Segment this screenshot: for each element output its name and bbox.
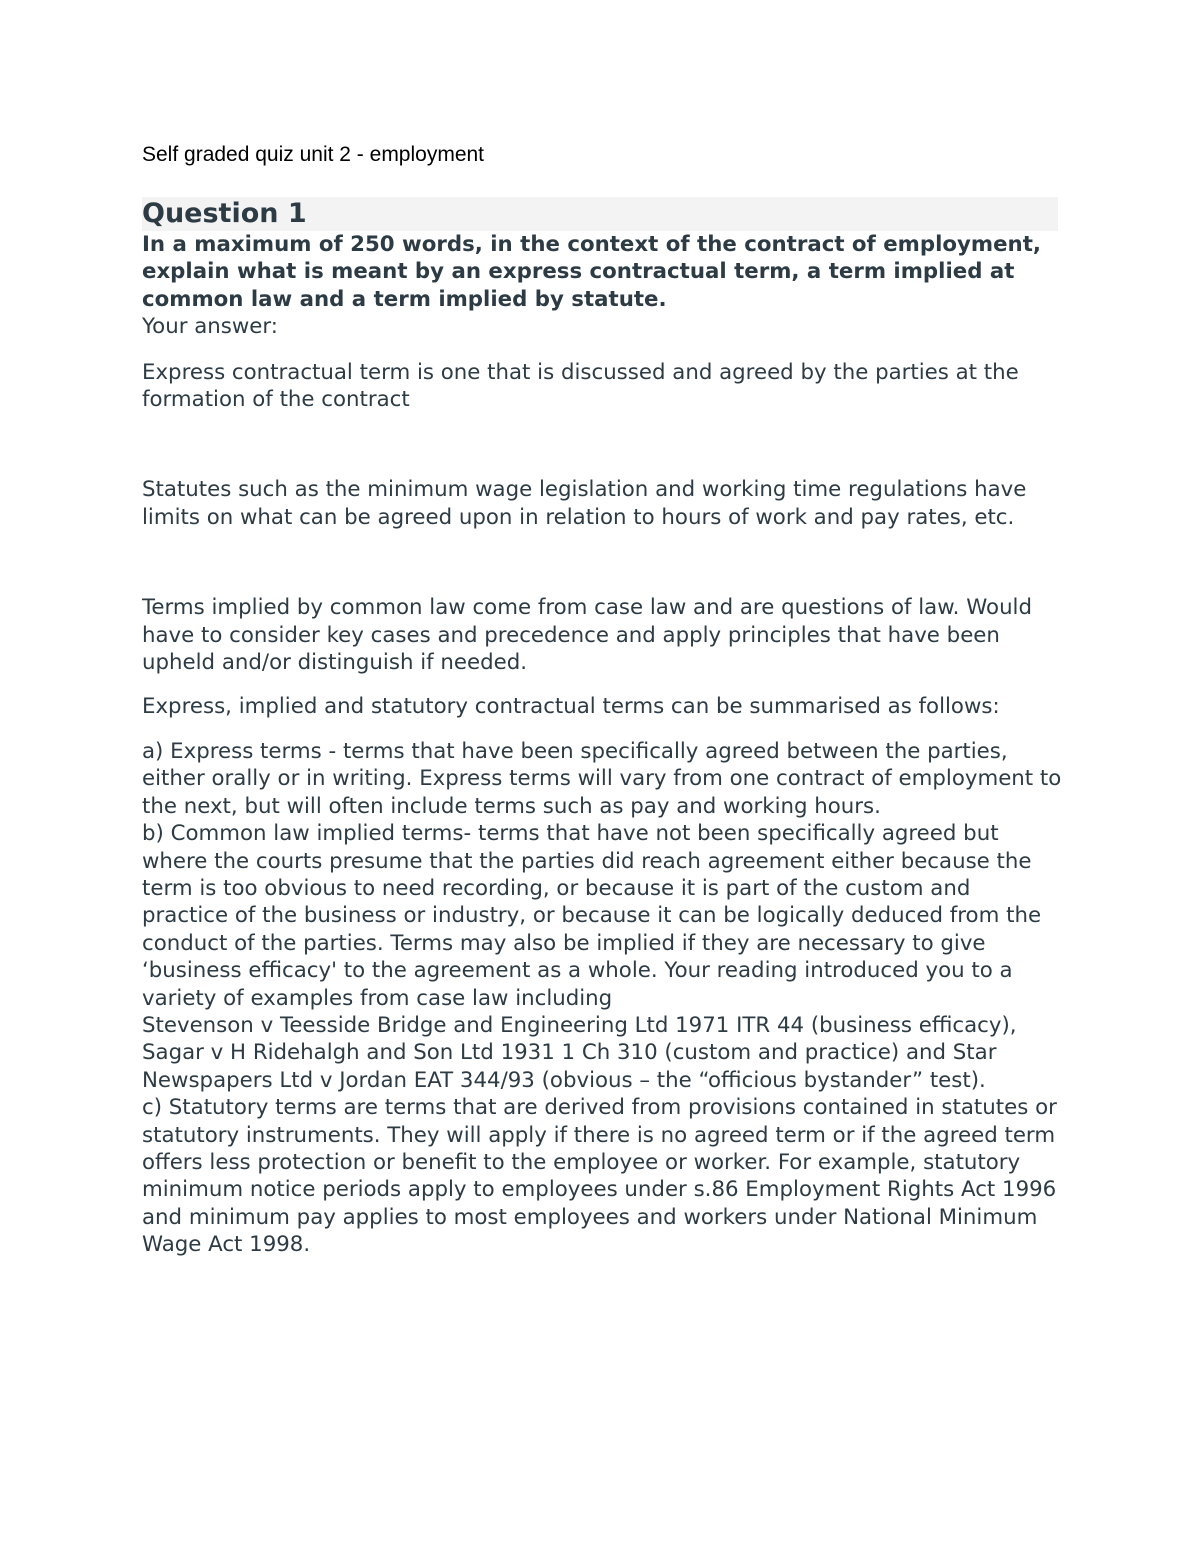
answer-item-a: a) Express terms - terms that have been specifically agreed between the parties, either orally or in writing. Express terms will vary from one contract of employment to the next, but will often include terms such as pay and working hours. xyxy=(142,738,1062,819)
answer-item-b: b) Common law implied terms- terms that have not been specifically agreed but where the courts presume that the parties did reach agreement either because the term is too obvious to need recording, or because it is part of the custom and practice of the business or industry, or because it can be logically deduced from the conduct of the parties. Terms may also be implied if they are necessary to give ‘business efficacy' to the agreement as a whole. Your reading introduced you to a variety of examples from case law including xyxy=(142,821,1042,1011)
question-heading: Question 1 xyxy=(142,197,1058,231)
document-title: Self graded quiz unit 2 - employment xyxy=(142,143,485,166)
question-prompt: In a maximum of 250 words, in the context of the contract of employment, explain what is meant by an express contractual term, a term implied at common law and a term implied by statute. xyxy=(142,232,1041,312)
question-content xyxy=(142,231,1062,1259)
answer-paragraph-express: Express contractual term is one that is discussed and agreed by the parties at the formation of the contract xyxy=(142,359,1019,413)
answer-label: Your answer: xyxy=(142,314,278,340)
answer-case-examples: Stevenson v Teesside Bridge and Engineering Ltd 1971 ITR 44 (business efficacy), Sagar v H Ridehalgh and Son Ltd 1931 1 Ch 310 (custom and practice) and Star Newspapers Ltd v Jordan EAT 344/93 (obvious – the “officious bystander” test). xyxy=(142,1012,1017,1093)
answer-paragraph-common-law: Terms implied by common law come from case law and are questions of law. Would have to consider key cases and precedence and apply principles that have been upheld and/or distinguish if needed. xyxy=(142,595,1032,676)
answer-paragraph-statutes: Statutes such as the minimum wage legislation and working time regulations have limits on what can be agreed upon in relation to hours of work and pay rates, etc. xyxy=(142,477,1027,530)
answer-paragraph-summary-intro: Express, implied and statutory contractual terms can be summarised as follows: xyxy=(142,694,1000,720)
answer-item-c: c) Statutory terms are terms that are derived from provisions contained in statutes or statutory instruments. They will apply if there is no agreed term or if the agreed term offers less protection or benefit to the employee or worker. For example, statutory minimum notice periods apply to employees under s.86 Employment Rights Act 1996 and minimum pay applies to most employees and workers under National Minimum Wage Act 1998. xyxy=(142,1095,1057,1258)
